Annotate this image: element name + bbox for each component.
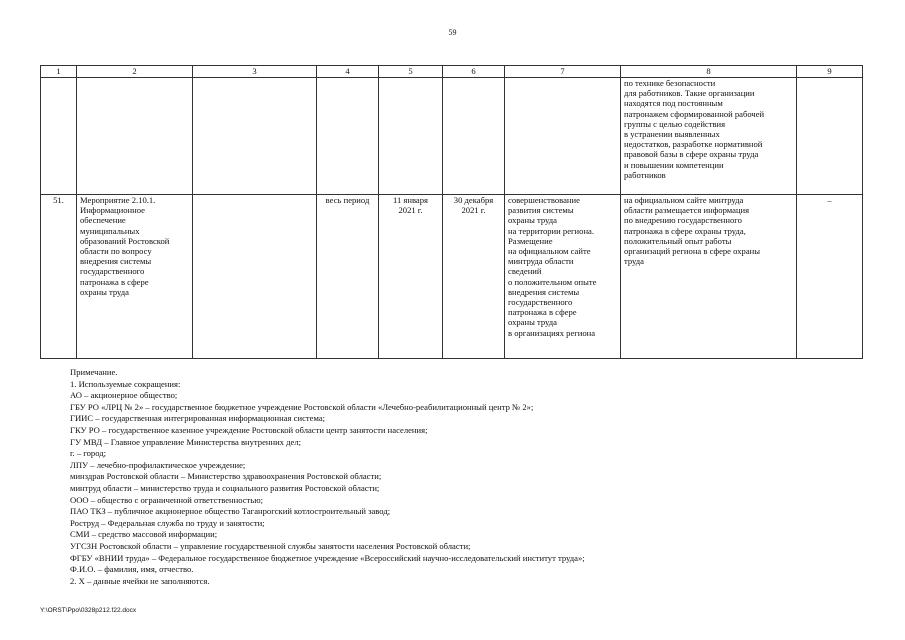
page-number: 59: [448, 28, 457, 37]
actual-result-cell: на официальном сайте минтруда области размещается информация по внедрению государственного патронажа в сфере охраны труда, положительный опыт работы организаций региона в сфере охраны труда: [621, 195, 797, 359]
note-line: ПАО ТКЗ – публичное акционерное общество Таганрогский котлостроительный завод;: [70, 506, 391, 517]
note-line: ГКУ РО – государственное казенное учреждение Ростовской области центр занятости населения;: [70, 424, 428, 435]
note-line: СМИ – средство массовой информации;: [70, 529, 218, 540]
note-line: Примечание.: [70, 367, 118, 377]
header-cell: 4: [317, 66, 379, 78]
header-cell: 5: [379, 66, 443, 78]
note-line: УГСЗН Ростовской области – управление государственной службы занятости населения Ростовской области;: [70, 540, 471, 551]
note-line: минтруд области – министерство труда и социального развития Ростовской области;: [70, 482, 380, 493]
note-line: АО – акционерное общество;: [70, 390, 178, 401]
header-cell: 3: [193, 66, 317, 78]
table-cell: [193, 78, 317, 195]
note-line: г. – город;: [70, 448, 107, 459]
executor-cell: [193, 195, 317, 359]
table-cell: [317, 78, 379, 195]
header-cell: 2: [77, 66, 193, 78]
actual-result-cell: по технике безопасности для работников. Такие организации находятся под постоянным патронажем сформированной рабочей группы с целью содействия в устранении выявленных недостатков, разработке нормативной правовой базы в сфере охраны труда и повышении компетенции работников: [621, 78, 797, 195]
header-cell: 9: [797, 66, 863, 78]
note-line: Ф.И.О. – фамилия, имя, отчество.: [70, 564, 194, 575]
reason-cell: –: [797, 195, 863, 359]
note-line: ЛПУ – лечебно-профилактическое учреждение;: [70, 459, 246, 470]
note-line: ГИИС – государственная интегрированная информационная система;: [70, 413, 326, 424]
note-line: ООО – общество с ограниченной ответственностью;: [70, 494, 264, 505]
note-line: 1. Используемые сокращения:: [70, 378, 181, 389]
footer-file-path: Y:\ORST\Ppo\0328p212.f22.docx: [40, 607, 137, 614]
table-cell: [505, 78, 621, 195]
header-cell: 7: [505, 66, 621, 78]
table-row-continuation: [41, 78, 863, 195]
note-line: 2. Х – данные ячейки не заполняются.: [70, 575, 210, 586]
note-line: минздрав Ростовской области – Министерство здравоохранения Ростовской области;: [70, 471, 382, 482]
table-cell: [379, 78, 443, 195]
note-line: ФГБУ «ВНИИ труда» – Федеральное государственное бюджетное учреждение «Всероссийский научно-исследовательский институт труда»;: [70, 552, 585, 563]
measure-name-cell: Мероприятие 2.10.1. Информационное обеспечение муниципальных образований Ростовской области по вопросу внедрения системы государственного патронажа в сфере охраны труда: [77, 195, 193, 359]
note-line: ГБУ РО «ЛРЦ № 2» – государственное бюджетное учреждение Ростовской области «Лечебно-реабилитационный центр № 2»;: [70, 401, 534, 412]
table-cell: [41, 78, 77, 195]
period-cell: весь период: [317, 195, 379, 359]
table-row-51: [41, 195, 863, 359]
expected-result-cell: совершенствование развития системы охраны труда на территории региона. Размещение на официальном сайте минтруда области сведений о положительном опыте внедрения системы государственного патронажа в сфере охраны труда в организациях региона: [505, 195, 621, 359]
note-line: ГУ МВД – Главное управление Министерства внутренних дел;: [70, 436, 301, 447]
notes-section: [70, 367, 870, 587]
header-cell: 1: [41, 66, 77, 78]
table-cell: [443, 78, 505, 195]
row-number-cell: 51.: [41, 195, 77, 359]
start-date-cell: 11 января 2021 г.: [379, 195, 443, 359]
header-cell: 6: [443, 66, 505, 78]
header-cell: 8: [621, 66, 797, 78]
measures-table: [40, 65, 863, 359]
table-cell: [797, 78, 863, 195]
note-line: Роструд – Федеральная служба по труду и занятости;: [70, 517, 265, 528]
table-cell: [77, 78, 193, 195]
table-header-row: [41, 66, 863, 78]
end-date-cell: 30 декабря 2021 г.: [443, 195, 505, 359]
